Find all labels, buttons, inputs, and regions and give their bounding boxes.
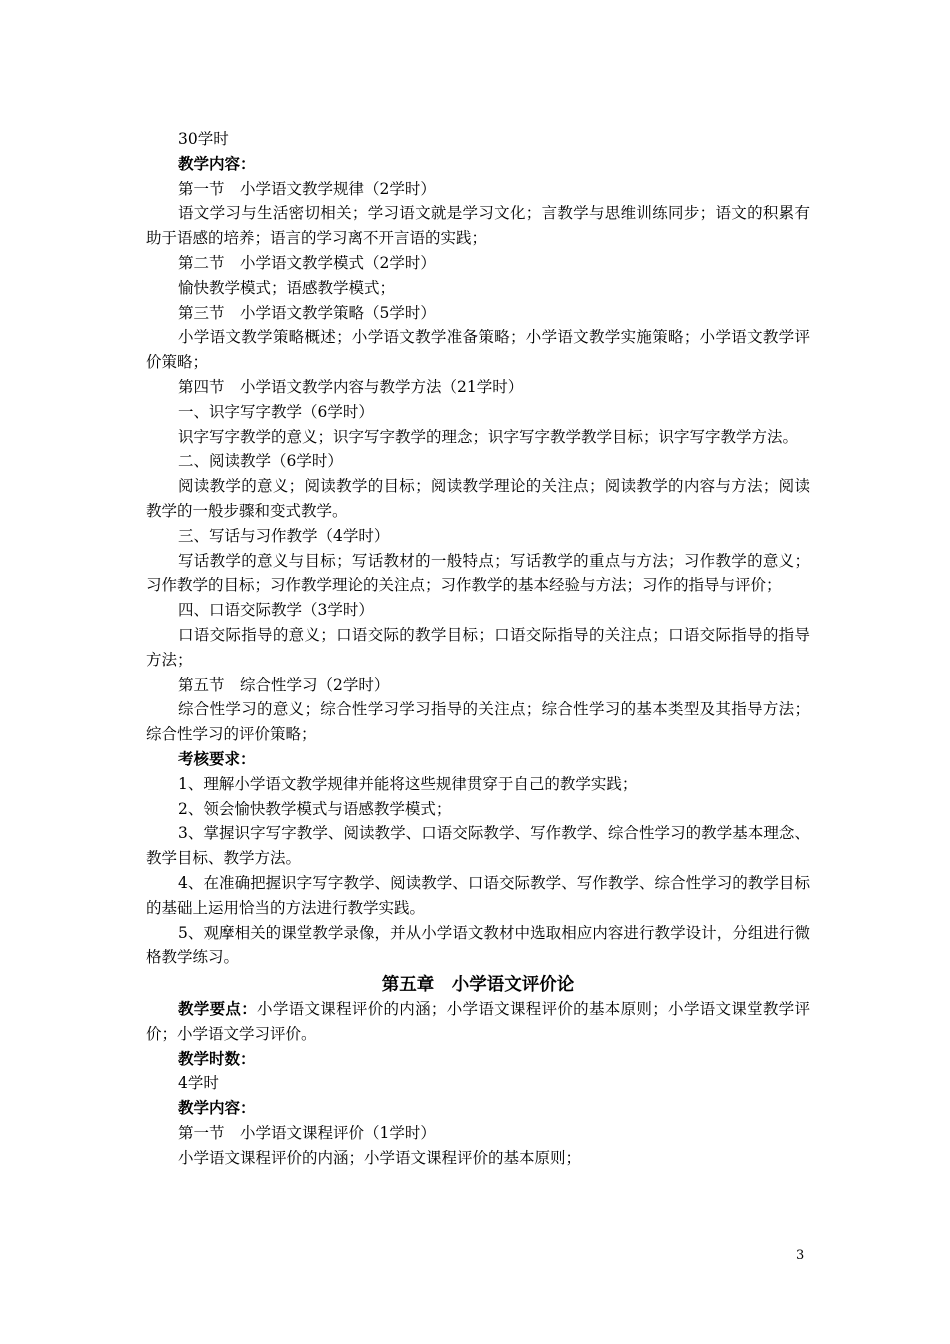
content-label: 教学内容： (178, 153, 256, 173)
subsection-title: 三、写话与习作教学（4学时） (178, 526, 390, 545)
content-label: 教学内容： (178, 1098, 256, 1118)
subsection-body: 口语交际指导的意义；口语交际的教学目标；口语交际指导的关注点；口语交际指导的指导方法； (146, 625, 810, 669)
subsection-title: 一、识字写字教学（6学时） (178, 402, 374, 421)
section-body: 综合性学习的意义；综合性学习学习指导的关注点；综合性学习的基本类型及其指导方法；综合性学习的评价策略； (146, 700, 810, 744)
section-title: 第四节 小学语文教学内容与教学方法（21学时） (178, 377, 524, 396)
subsection-title: 二、阅读教学（6学时） (178, 452, 343, 471)
subsection-title: 四、口语交际教学（3学时） (178, 601, 374, 620)
section-body: 小学语文教学策略概述；小学语文教学准备策略；小学语文教学实施策略；小学语文教学评价策略； (146, 328, 810, 372)
section-title: 第一节 小学语文课程评价（1学时） (178, 1124, 436, 1143)
keypoints-body: 小学语文课程评价的内涵；小学语文课程评价的基本原则；小学语文课堂教学评价；小学语文学习评价。 (146, 1000, 810, 1043)
requirement-item: 3、掌握识字写字教学、阅读教学、口语交际教学、写作教学、综合性学习的教学基本理念、教学目标、教学方法。 (146, 824, 810, 868)
subsection-body: 写话教学的意义与目标；写话教材的一般特点；写话教学的重点与方法；习作教学的意义；习作教学的目标；习作教学理论的关注点；习作教学的基本经验与方法；习作的指导与评价； (146, 551, 810, 595)
subsection-body: 阅读教学的意义；阅读教学的目标；阅读教学理论的关注点；阅读教学的内容与方法；阅读教学的一般步骤和变式教学。 (146, 477, 810, 520)
requirement-item: 1、理解小学语文教学规律并能将这些规律贯穿于自己的教学实践； (178, 774, 638, 793)
document-body (146, 127, 810, 1171)
section-title: 第五节 综合性学习（2学时） (178, 675, 390, 694)
hours-label: 教学时数： (178, 1048, 256, 1068)
requirement-item: 2、领会愉快教学模式与语感教学模式； (178, 799, 452, 818)
keypoints-label: 教学要点： (178, 999, 258, 1019)
section-body: 小学语文课程评价的内涵；小学语文课程评价的基本原则； (178, 1148, 582, 1167)
section-title: 第二节 小学语文教学模式（2学时） (178, 253, 436, 272)
section-body: 愉快教学模式；语感教学模式； (178, 278, 396, 297)
section-title: 第三节 小学语文教学策略（5学时） (178, 303, 436, 322)
hours-text: 30学时 (178, 130, 229, 148)
section-body: 语文学习与生活密切相关；学习语文就是学习文化；言教学与思维训练同步；语文的积累有助于语感的培养；语言的学习离不开言语的实践； (146, 204, 810, 248)
section-title: 第一节 小学语文教学规律（2学时） (178, 179, 436, 198)
subsection-body: 识字写字教学的意义；识字写字教学的理念；识字写字教学教学目标；识字写字教学方法。 (178, 427, 799, 446)
chapter-title: 第五章 小学语文评价论 (381, 975, 575, 996)
hours-text: 4学时 (178, 1074, 219, 1093)
requirement-item: 5、观摩相关的课堂教学录像，并从小学语文教材中选取相应内容进行教学设计，分组进行微格教学练习。 (146, 923, 810, 967)
page-number: 3 (796, 1248, 805, 1263)
assessment-label: 考核要求： (178, 748, 256, 768)
keypoints-paragraph (146, 997, 810, 1047)
requirement-item: 4、在准确把握识字写字教学、阅读教学、口语交际教学、写作教学、综合性学习的教学目标的基础上运用恰当的方法进行教学实践。 (146, 873, 810, 917)
